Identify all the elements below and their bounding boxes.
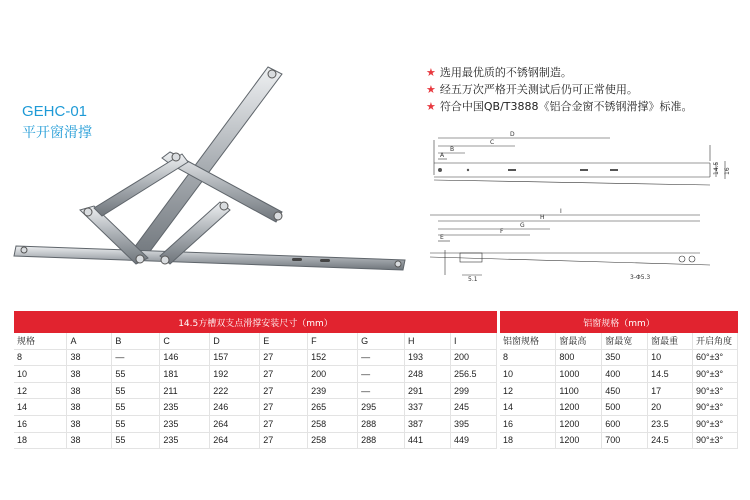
table-right-title: 铝窗规格（mm）: [500, 311, 738, 333]
dim-label-e: E: [440, 234, 444, 241]
table-row: 18 38 55 235 264 27 258 288 441 449: [14, 432, 497, 449]
table-row: 10 38 55 181 192 27 200 — 248 256.5: [14, 366, 497, 383]
dim-label-c: C: [490, 139, 495, 146]
feature-item: ★ 经五万次严格开关测试后仍可正常使用。: [426, 83, 638, 96]
dim-label-g: G: [520, 222, 525, 229]
table-row: 12 1100 450 17 90°±3°: [500, 382, 738, 399]
table-row: 8 800 350 10 60°±3°: [500, 349, 738, 366]
dim-label-16: 16: [724, 167, 731, 175]
dim-label-a: A: [440, 152, 445, 159]
table-row: 14 38 55 235 246 27 265 295 337 245: [14, 399, 497, 416]
dim-label-holes: 3-Φ5.3: [630, 274, 651, 281]
hinge-product-image: [10, 60, 410, 280]
star-icon: ★: [426, 100, 436, 113]
star-icon: ★: [426, 83, 436, 96]
table-row: 12 38 55 211 222 27 239 — 291 299: [14, 382, 497, 399]
dim-label-5-1: 5.1: [468, 276, 478, 283]
table-row: 8 38 — 146 157 27 152 — 193 200: [14, 349, 497, 366]
dim-label-h: H: [540, 214, 545, 221]
window-spec-table: [500, 333, 738, 449]
feature-item: ★ 符合中国QB/T3888《铝合金窗不锈钢滑撑》标准。: [426, 100, 693, 113]
table-header-row: 规格 A B C D E F G H I: [14, 333, 497, 349]
dim-label-f: F: [500, 228, 504, 235]
product-name: 平开窗滑撑: [22, 125, 92, 141]
table-row: 18 1200 700 24.5 90°±3°: [500, 432, 738, 449]
table-header-row: 铝窗规格 窗最高 窗最宽 窗最重 开启角度: [500, 333, 738, 349]
dim-label-14-5: 14.5: [713, 161, 720, 175]
table-left-title: 14.5方槽双支点滑撑安装尺寸（mm）: [14, 311, 497, 333]
dim-label-i: I: [560, 208, 562, 215]
table-row: 14 1200 500 20 90°±3°: [500, 399, 738, 416]
feature-item: ★ 选用最优质的不锈钢制造。: [426, 66, 572, 79]
table-row: 16 38 55 235 264 27 258 288 387 395: [14, 415, 497, 432]
technical-drawing: [420, 125, 735, 290]
dim-label-b: B: [450, 146, 455, 153]
feature-list: [426, 64, 693, 115]
install-dimensions-table: [14, 333, 497, 449]
product-model: GEHC-01: [22, 103, 88, 120]
table-row: 10 1000 400 14.5 90°±3°: [500, 366, 738, 383]
star-icon: ★: [426, 66, 436, 79]
dim-label-d: D: [510, 131, 515, 138]
table-row: 16 1200 600 23.5 90°±3°: [500, 415, 738, 432]
